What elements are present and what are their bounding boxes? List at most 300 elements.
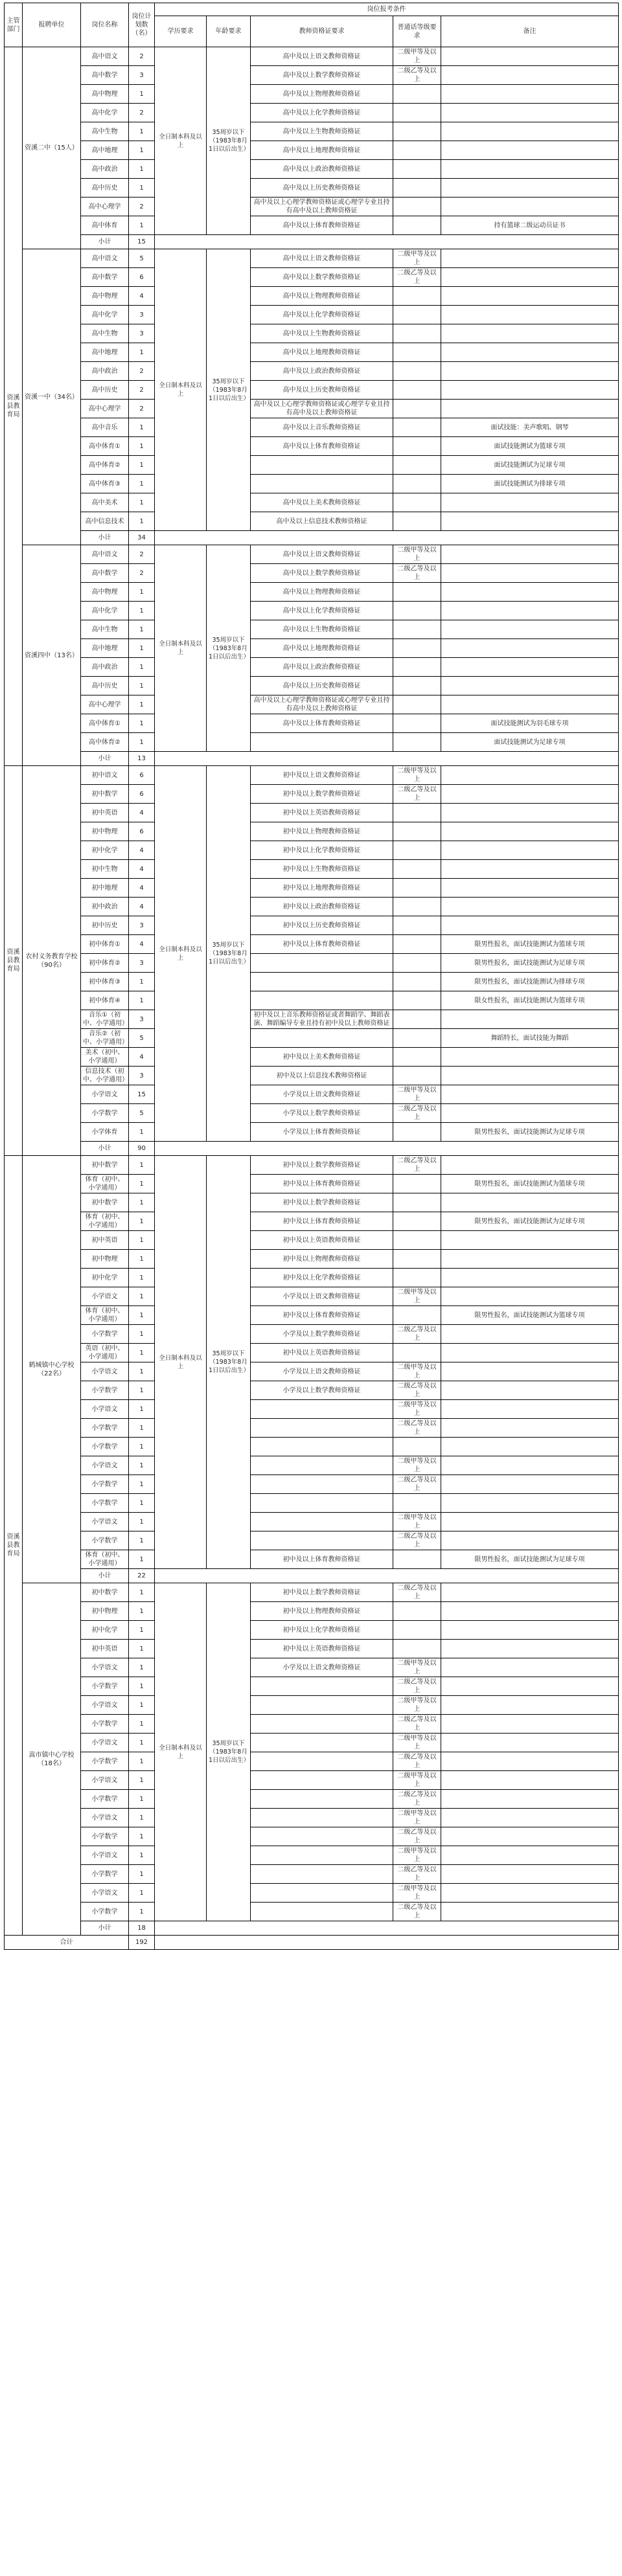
remark-cell — [441, 916, 619, 935]
remark-cell — [441, 1846, 619, 1865]
table-row — [5, 1475, 619, 1494]
mandarin-cell: 二级甲等及以上 — [393, 1456, 441, 1475]
table-row — [5, 1381, 619, 1400]
table-row — [5, 1658, 619, 1677]
count-cell: 1 — [129, 141, 155, 160]
count-cell: 2 — [129, 198, 155, 216]
position-cell: 高中心理学 — [81, 400, 129, 418]
certificate-cell: 高中及以上政治教师资格证 — [251, 160, 393, 179]
table-row — [5, 1287, 619, 1306]
table-row — [5, 954, 619, 973]
count-cell: 1 — [129, 160, 155, 179]
position-cell: 高中化学 — [81, 306, 129, 324]
total-value: 192 — [129, 1936, 155, 1950]
position-cell: 英语（初中、小学通用） — [81, 1344, 129, 1362]
position-cell: 小学语文 — [81, 1658, 129, 1677]
remark-cell — [441, 695, 619, 714]
remark-cell — [441, 1734, 619, 1752]
mandarin-cell: 二级乙等及以上 — [393, 785, 441, 804]
position-cell: 高中语文 — [81, 249, 129, 268]
certificate-cell: 高中及以上语文教师资格证 — [251, 249, 393, 268]
position-cell: 高中语文 — [81, 545, 129, 564]
mandarin-cell: 二级甲等及以上 — [393, 1400, 441, 1419]
table-row — [5, 306, 619, 324]
count-cell: 1 — [129, 733, 155, 752]
subtotal-value: 34 — [129, 531, 155, 545]
mandarin-cell — [393, 602, 441, 620]
remark-cell — [441, 804, 619, 822]
age-cell: 35周岁以下（1983年8月1日以后出生） — [207, 1156, 251, 1569]
position-cell: 体育（初中、小学通用） — [81, 1175, 129, 1193]
remark-cell: 面试技能测试为排球专项 — [441, 475, 619, 493]
position-cell: 小学数学 — [81, 1903, 129, 1921]
count-cell: 1 — [129, 418, 155, 437]
count-cell: 1 — [129, 1790, 155, 1809]
remark-cell — [441, 1362, 619, 1381]
table-row — [5, 1344, 619, 1362]
remark-cell — [441, 47, 619, 66]
remark-cell — [441, 1419, 619, 1438]
education-cell: 全日制本科及以上 — [155, 1583, 207, 1921]
certificate-cell: 高中及以上生物教师资格证 — [251, 620, 393, 639]
position-cell: 高中体育② — [81, 456, 129, 475]
certificate-cell — [251, 1677, 393, 1696]
certificate-cell — [251, 1790, 393, 1809]
count-cell: 4 — [129, 935, 155, 954]
mandarin-cell — [393, 362, 441, 381]
count-cell: 1 — [129, 1123, 155, 1142]
remark-cell: 舞蹈特长，面试技能为舞蹈 — [441, 1029, 619, 1048]
mandarin-cell: 二级乙等及以上 — [393, 1715, 441, 1734]
remark-cell — [441, 545, 619, 564]
table-row — [5, 804, 619, 822]
age-cell: 35周岁以下（1983年8月1日以后出生） — [207, 766, 251, 1142]
position-cell: 高中政治 — [81, 658, 129, 677]
remark-cell: 面试技能测试为足球专项 — [441, 456, 619, 475]
position-cell: 体育（初中、小学通用） — [81, 1550, 129, 1569]
certificate-cell: 高中及以上政治教师资格证 — [251, 658, 393, 677]
table-row — [5, 822, 619, 841]
count-cell: 1 — [129, 1583, 155, 1602]
count-cell: 1 — [129, 1602, 155, 1621]
subtotal-label: 小计 — [81, 1142, 129, 1156]
position-cell: 小学语文 — [81, 1513, 129, 1531]
mandarin-cell — [393, 475, 441, 493]
total-label: 合计 — [5, 1936, 129, 1950]
unit-cell: 嵩市镇中心学校（18名） — [23, 1583, 81, 1936]
count-cell: 1 — [129, 1344, 155, 1362]
table-row — [5, 1156, 619, 1175]
mandarin-cell — [393, 822, 441, 841]
certificate-cell: 初中及以上体育教师资格证 — [251, 1212, 393, 1231]
remark-cell — [441, 1104, 619, 1123]
remark-cell — [441, 122, 619, 141]
certificate-cell: 小学及以上数学教师资格证 — [251, 1104, 393, 1123]
mandarin-cell: 二级乙等及以上 — [393, 1677, 441, 1696]
remark-cell: 面试技能测试为足球专项 — [441, 733, 619, 752]
position-cell: 小学数学 — [81, 1475, 129, 1494]
position-cell: 小学语文 — [81, 1085, 129, 1104]
count-cell: 2 — [129, 381, 155, 400]
position-cell: 初中地理 — [81, 879, 129, 898]
table-row — [5, 1696, 619, 1715]
position-cell: 高中历史 — [81, 179, 129, 198]
table-row — [5, 437, 619, 456]
position-cell: 初中语文 — [81, 766, 129, 785]
mandarin-cell: 二级甲等及以上 — [393, 1085, 441, 1104]
certificate-cell — [251, 1400, 393, 1419]
mandarin-cell: 二级甲等及以上 — [393, 1734, 441, 1752]
mandarin-cell — [393, 456, 441, 475]
count-cell: 1 — [129, 1621, 155, 1640]
mandarin-cell: 二级乙等及以上 — [393, 1752, 441, 1771]
certificate-cell: 高中及以上数学教师资格证 — [251, 66, 393, 85]
count-cell: 1 — [129, 973, 155, 991]
remark-cell — [441, 1621, 619, 1640]
certificate-cell — [251, 1771, 393, 1790]
certificate-cell: 高中及以上音乐教师资格证 — [251, 418, 393, 437]
certificate-cell: 高中及以上数学教师资格证 — [251, 564, 393, 583]
certificate-cell: 初中及以上语文教师资格证 — [251, 766, 393, 785]
table-row — [5, 1715, 619, 1734]
certificate-cell — [251, 1865, 393, 1884]
table-row — [5, 1231, 619, 1250]
certificate-cell: 小学及以上语文教师资格证 — [251, 1287, 393, 1306]
count-cell: 2 — [129, 362, 155, 381]
count-cell: 2 — [129, 104, 155, 122]
table-row — [5, 1809, 619, 1827]
mandarin-cell — [393, 639, 441, 658]
position-cell: 初中政治 — [81, 898, 129, 916]
mandarin-cell — [393, 1067, 441, 1085]
mandarin-cell — [393, 1550, 441, 1569]
count-cell: 1 — [129, 1193, 155, 1212]
count-cell: 1 — [129, 1903, 155, 1921]
remark-cell — [441, 85, 619, 104]
mandarin-cell — [393, 1048, 441, 1067]
position-cell: 初中体育② — [81, 954, 129, 973]
table-row — [5, 1104, 619, 1123]
position-cell: 小学语文 — [81, 1362, 129, 1381]
table-row — [5, 1752, 619, 1771]
position-cell: 高中体育② — [81, 733, 129, 752]
remark-cell — [441, 1048, 619, 1067]
table-row — [5, 1846, 619, 1865]
position-cell: 初中化学 — [81, 841, 129, 860]
table-row — [5, 733, 619, 752]
mandarin-cell — [393, 860, 441, 879]
certificate-cell: 高中及以上历史教师资格证 — [251, 381, 393, 400]
position-cell: 高中语文 — [81, 47, 129, 66]
position-cell: 小学数学 — [81, 1865, 129, 1884]
count-cell: 1 — [129, 1325, 155, 1344]
age-cell: 35周岁以下（1983年8月1日以后出生） — [207, 1583, 251, 1921]
certificate-cell: 高中及以上历史教师资格证 — [251, 179, 393, 198]
subtotal-value: 90 — [129, 1142, 155, 1156]
position-cell: 高中体育③ — [81, 475, 129, 493]
certificate-cell: 高中及以上心理学教师资格证或心理学专业且持有高中及以上教师资格证 — [251, 695, 393, 714]
count-cell: 3 — [129, 66, 155, 85]
subtotal-row — [5, 1569, 619, 1583]
remark-cell — [441, 1903, 619, 1921]
table-row — [5, 785, 619, 804]
mandarin-cell — [393, 287, 441, 306]
remark-cell — [441, 343, 619, 362]
table-row — [5, 160, 619, 179]
remark-cell — [441, 287, 619, 306]
mandarin-cell — [393, 1640, 441, 1658]
mandarin-cell — [393, 583, 441, 602]
remark-cell — [441, 1494, 619, 1513]
unit-cell: 资溪二中（15人） — [23, 47, 81, 249]
table-row — [5, 1513, 619, 1531]
position-cell: 高中地理 — [81, 639, 129, 658]
count-cell: 1 — [129, 714, 155, 733]
table-row — [5, 198, 619, 216]
dept-cell: 资溪县教育局 — [5, 1156, 23, 1936]
mandarin-cell: 二级甲等及以上 — [393, 545, 441, 564]
count-cell: 3 — [129, 306, 155, 324]
position-cell: 高中心理学 — [81, 198, 129, 216]
remark-cell — [441, 324, 619, 343]
table-row — [5, 1419, 619, 1438]
table-row — [5, 512, 619, 531]
education-cell: 全日制本科及以上 — [155, 249, 207, 531]
count-cell: 1 — [129, 1865, 155, 1884]
position-cell: 小学语文 — [81, 1846, 129, 1865]
remark-cell — [441, 677, 619, 695]
remark-cell: 限男性报名，面试技能测试为足球专项 — [441, 1212, 619, 1231]
certificate-cell: 初中及以上英语教师资格证 — [251, 1231, 393, 1250]
subtotal-row — [5, 1921, 619, 1936]
certificate-cell: 小学及以上数学教师资格证 — [251, 1381, 393, 1400]
mandarin-cell: 二级甲等及以上 — [393, 766, 441, 785]
mandarin-cell — [393, 141, 441, 160]
mandarin-cell — [393, 1029, 441, 1048]
remark-cell: 限男性报名，面试技能测试为排球专项 — [441, 973, 619, 991]
mandarin-cell — [393, 879, 441, 898]
remark-cell — [441, 1438, 619, 1456]
table-row — [5, 268, 619, 287]
remark-cell — [441, 1156, 619, 1175]
header-mandarin: 普通话等级要求 — [393, 16, 441, 47]
position-cell: 高中美术 — [81, 493, 129, 512]
table-row — [5, 714, 619, 733]
certificate-cell: 高中及以上体育教师资格证 — [251, 216, 393, 235]
position-cell: 高中音乐 — [81, 418, 129, 437]
dept-cell: 资溪县教育局 — [5, 766, 23, 1156]
position-cell: 高中生物 — [81, 324, 129, 343]
table-row — [5, 860, 619, 879]
mandarin-cell — [393, 198, 441, 216]
remark-cell — [441, 1475, 619, 1494]
mandarin-cell — [393, 973, 441, 991]
count-cell: 1 — [129, 343, 155, 362]
count-cell: 1 — [129, 1715, 155, 1734]
mandarin-cell: 二级乙等及以上 — [393, 1583, 441, 1602]
table-row — [5, 493, 619, 512]
position-cell: 美术（初中、小学通用） — [81, 1048, 129, 1067]
subtotal-label: 小计 — [81, 1569, 129, 1583]
certificate-cell: 小学及以上体育教师资格证 — [251, 1123, 393, 1142]
certificate-cell: 高中及以上地理教师资格证 — [251, 639, 393, 658]
table-row — [5, 602, 619, 620]
table-row — [5, 879, 619, 898]
mandarin-cell: 二级乙等及以上 — [393, 1419, 441, 1438]
count-cell: 3 — [129, 916, 155, 935]
position-cell: 小学数学 — [81, 1790, 129, 1809]
count-cell: 6 — [129, 785, 155, 804]
remark-cell — [441, 1583, 619, 1602]
table-row — [5, 916, 619, 935]
remark-cell — [441, 1884, 619, 1903]
position-cell: 高中物理 — [81, 85, 129, 104]
remark-cell — [441, 1325, 619, 1344]
position-cell: 初中体育④ — [81, 991, 129, 1010]
subtotal-blank — [155, 1921, 619, 1936]
age-cell: 35周岁以下（1983年8月1日以后出生） — [207, 545, 251, 752]
table-row — [5, 122, 619, 141]
remark-cell — [441, 1790, 619, 1809]
remark-cell — [441, 1269, 619, 1287]
certificate-cell: 初中及以上物理教师资格证 — [251, 822, 393, 841]
remark-cell — [441, 1865, 619, 1884]
position-cell: 初中数学 — [81, 785, 129, 804]
remark-cell: 持有篮球二级运动员证书 — [441, 216, 619, 235]
position-cell: 信息技术（初中、小学通用） — [81, 1067, 129, 1085]
mandarin-cell — [393, 1494, 441, 1513]
position-cell: 小学数学 — [81, 1494, 129, 1513]
certificate-cell: 高中及以上地理教师资格证 — [251, 141, 393, 160]
mandarin-cell — [393, 343, 441, 362]
mandarin-cell — [393, 841, 441, 860]
remark-cell — [441, 564, 619, 583]
mandarin-cell: 二级甲等及以上 — [393, 47, 441, 66]
table-row — [5, 658, 619, 677]
certificate-cell: 初中及以上音乐教师资格证或者舞蹈学、舞蹈表演、舞蹈编导专业且持有初中及以上教师资格证 — [251, 1010, 393, 1029]
position-cell: 初中数学 — [81, 1156, 129, 1175]
count-cell: 1 — [129, 512, 155, 531]
mandarin-cell — [393, 1306, 441, 1325]
mandarin-cell — [393, 916, 441, 935]
mandarin-cell — [393, 1193, 441, 1212]
table-row — [5, 1903, 619, 1921]
count-cell: 4 — [129, 860, 155, 879]
count-cell: 1 — [129, 639, 155, 658]
mandarin-cell — [393, 1344, 441, 1362]
count-cell: 1 — [129, 1658, 155, 1677]
remark-cell — [441, 141, 619, 160]
table-row — [5, 695, 619, 714]
certificate-cell: 初中及以上美术教师资格证 — [251, 1048, 393, 1067]
count-cell: 1 — [129, 1640, 155, 1658]
remark-cell — [441, 512, 619, 531]
mandarin-cell — [393, 512, 441, 531]
remark-cell — [441, 620, 619, 639]
count-cell: 1 — [129, 695, 155, 714]
remark-cell — [441, 104, 619, 122]
count-cell: 1 — [129, 1231, 155, 1250]
mandarin-cell — [393, 1123, 441, 1142]
remark-cell — [441, 1344, 619, 1362]
position-cell: 高中体育① — [81, 437, 129, 456]
position-cell: 小学体育 — [81, 1123, 129, 1142]
table-row — [5, 343, 619, 362]
remark-cell — [441, 1771, 619, 1790]
position-cell: 音乐①（初中、小学通用） — [81, 1010, 129, 1029]
count-cell: 1 — [129, 1846, 155, 1865]
remark-cell — [441, 822, 619, 841]
count-cell: 15 — [129, 1085, 155, 1104]
mandarin-cell — [393, 1250, 441, 1269]
table-row — [5, 362, 619, 381]
education-cell: 全日制本科及以上 — [155, 1156, 207, 1569]
remark-cell — [441, 198, 619, 216]
position-cell: 高中物理 — [81, 287, 129, 306]
certificate-cell: 高中及以上化学教师资格证 — [251, 602, 393, 620]
position-cell: 初中体育③ — [81, 973, 129, 991]
position-cell: 高中信息技术 — [81, 512, 129, 531]
certificate-cell: 高中及以上心理学教师资格证或心理学专业且持有高中及以上教师资格证 — [251, 400, 393, 418]
table-row — [5, 1677, 619, 1696]
certificate-cell: 初中及以上化学教师资格证 — [251, 841, 393, 860]
position-cell: 初中体育① — [81, 935, 129, 954]
subtotal-blank — [155, 752, 619, 766]
table-row — [5, 249, 619, 268]
mandarin-cell — [393, 677, 441, 695]
table-row — [5, 1884, 619, 1903]
count-cell: 1 — [129, 1400, 155, 1419]
certificate-cell: 高中及以上地理教师资格证 — [251, 343, 393, 362]
count-cell: 1 — [129, 1696, 155, 1715]
mandarin-cell — [393, 935, 441, 954]
count-cell: 1 — [129, 1734, 155, 1752]
unit-cell: 资溪四中（13名） — [23, 545, 81, 766]
table-row — [5, 47, 619, 66]
count-cell: 1 — [129, 1250, 155, 1269]
certificate-cell: 初中及以上物理教师资格证 — [251, 1250, 393, 1269]
subtotal-value: 13 — [129, 752, 155, 766]
certificate-cell — [251, 1715, 393, 1734]
mandarin-cell — [393, 1621, 441, 1640]
certificate-cell: 高中及以上语文教师资格证 — [251, 545, 393, 564]
count-cell: 1 — [129, 1771, 155, 1790]
remark-cell — [441, 639, 619, 658]
position-cell: 音乐②（初中、小学通用） — [81, 1029, 129, 1048]
remark-cell — [441, 1809, 619, 1827]
table-row — [5, 475, 619, 493]
certificate-cell — [251, 1513, 393, 1531]
remark-cell — [441, 362, 619, 381]
certificate-cell: 初中及以上物理教师资格证 — [251, 1602, 393, 1621]
mandarin-cell — [393, 437, 441, 456]
count-cell: 3 — [129, 324, 155, 343]
subtotal-row — [5, 531, 619, 545]
count-cell: 2 — [129, 545, 155, 564]
remark-cell — [441, 602, 619, 620]
count-cell: 5 — [129, 1029, 155, 1048]
position-cell: 高中数学 — [81, 268, 129, 287]
count-cell: 2 — [129, 564, 155, 583]
mandarin-cell — [393, 1602, 441, 1621]
mandarin-cell: 二级甲等及以上 — [393, 1362, 441, 1381]
remark-cell: 限男性报名，面试技能测试为足球专项 — [441, 1123, 619, 1142]
mandarin-cell — [393, 85, 441, 104]
table-row — [5, 1621, 619, 1640]
count-cell: 1 — [129, 1827, 155, 1846]
table-row — [5, 1640, 619, 1658]
position-cell: 高中数学 — [81, 564, 129, 583]
